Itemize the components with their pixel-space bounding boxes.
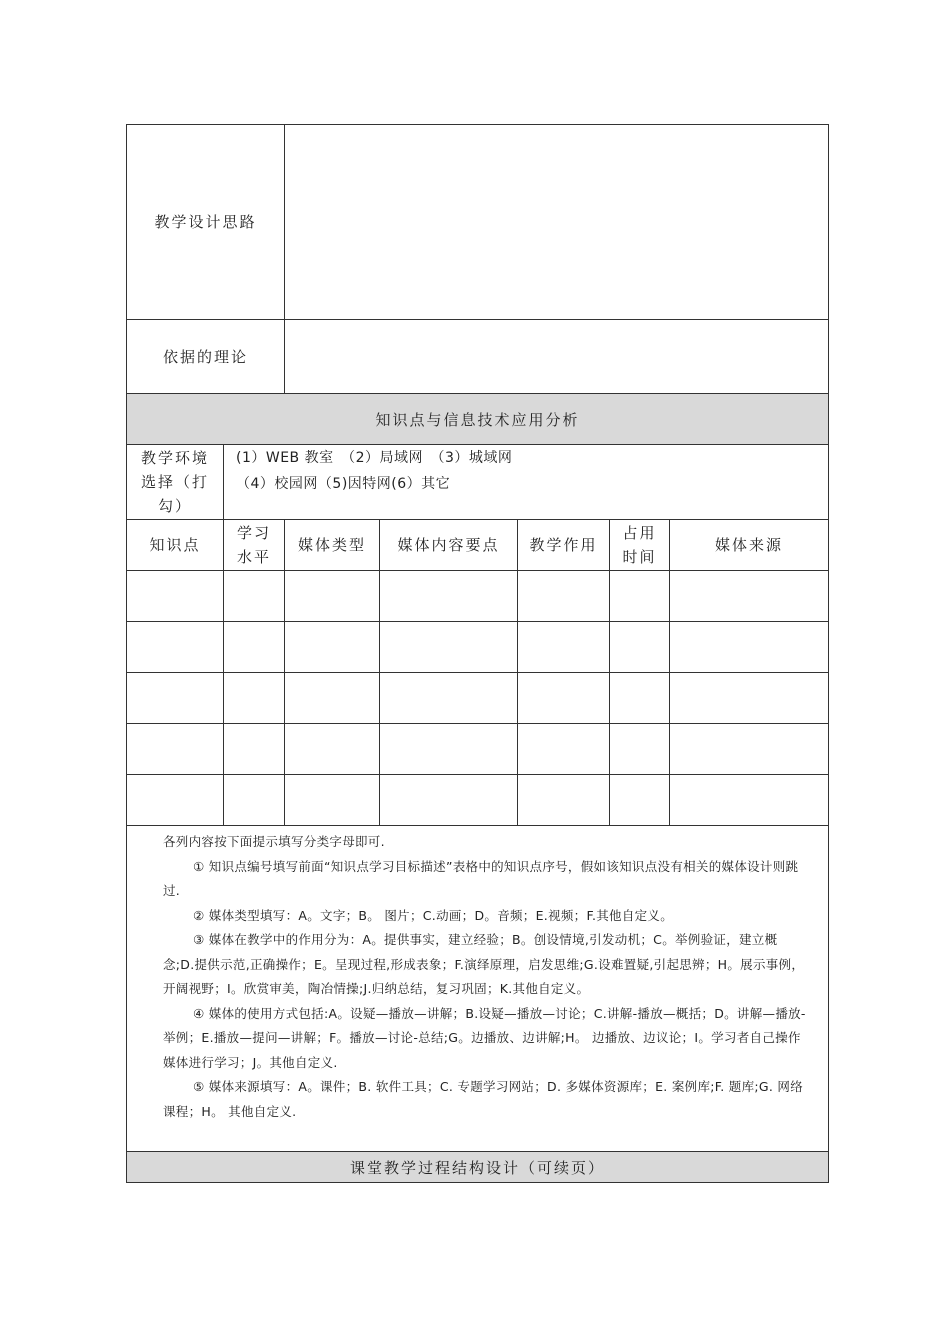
table-cell[interactable]: [127, 724, 223, 774]
table-cell[interactable]: [609, 724, 669, 774]
table-cell[interactable]: [669, 571, 828, 621]
table-cell[interactable]: [284, 724, 379, 774]
environment-label: 教学环境选择（打勾）: [140, 449, 209, 515]
environment-options-line-1: (1）WEB 教室 （2）局域网 （3）城域网: [236, 450, 513, 466]
analysis-section-title: 知识点与信息技术应用分析: [127, 394, 828, 444]
column-header-knowledge-point: 知识点: [149, 536, 201, 554]
table-cell[interactable]: [223, 571, 284, 621]
media-table-header: [127, 519, 828, 570]
note-usage-mode: ④ 媒体的使用方式包括:A。设疑—播放—讲解；B.设疑—播放—讨论；C.讲解-播放—概括；D。讲解—播放-举例；E.播放—提问—讲解；F。播放—讨论-总结;G。边播放、边讲解;H。 边播放、边议论；I。学习者自己操作媒体进行学习；J。其他自定义.: [163, 1005, 806, 1070]
note-media-type: ② 媒体类型填写：A。文字；B。 图片；C.动画；D。音频；E.视频；F.其他自定义。: [193, 907, 674, 923]
table-cell[interactable]: [669, 622, 828, 672]
table-cell[interactable]: [127, 622, 223, 672]
table-cell[interactable]: [127, 775, 223, 825]
table-cell[interactable]: [379, 775, 517, 825]
design-thinking-row: [127, 125, 828, 319]
column-header-media-content: 媒体内容要点: [379, 520, 517, 570]
table-cell[interactable]: [517, 724, 609, 774]
column-header-media-source: 媒体来源: [669, 520, 828, 570]
table-cell[interactable]: [609, 775, 669, 825]
environment-options-line-2: （4）校园网（5)因特网(6）其它: [236, 476, 451, 492]
column-header-time: 占用时间: [609, 520, 669, 570]
structure-section-title: 课堂教学过程结构设计（可续页）: [127, 1152, 828, 1182]
theory-field[interactable]: [284, 320, 828, 393]
notes-row: [127, 825, 828, 1151]
structure-header-row: [127, 1151, 828, 1182]
theory-label: 依据的理论: [162, 347, 248, 366]
column-header-teaching-role: 教学作用: [517, 520, 609, 570]
table-cell[interactable]: [379, 571, 517, 621]
table-cell[interactable]: [284, 622, 379, 672]
table-cell[interactable]: [379, 724, 517, 774]
table-cell[interactable]: [223, 622, 284, 672]
table-row: [127, 723, 828, 774]
table-cell[interactable]: [609, 622, 669, 672]
column-header-learning-level: 学习水平: [223, 520, 284, 570]
notes-intro: 各列内容按下面提示填写分类字母即可.: [163, 834, 385, 849]
table-cell[interactable]: [284, 673, 379, 723]
design-thinking-label: 教学设计思路: [154, 213, 257, 231]
table-cell[interactable]: [379, 673, 517, 723]
lesson-plan-form: [126, 124, 829, 1183]
analysis-header-row: [127, 393, 828, 444]
note-teaching-role: ③ 媒体在教学中的作用分为：A。提供事实，建立经验；B。创设情境,引发动机；C。举例验证，建立概念;D.提供示范,正确操作；E。呈现过程,形成表象；F.演绎原理，启发思维;G.设难置疑,引起思辨；H。展示事例，开阔视野；I。欣赏审美，陶冶情操;J.归纳总结，复习巩固；K.其他自定义。: [163, 932, 805, 996]
table-cell[interactable]: [669, 673, 828, 723]
environment-options[interactable]: [223, 445, 828, 519]
fill-instructions: [127, 826, 828, 1151]
table-cell[interactable]: [517, 622, 609, 672]
environment-row: [127, 444, 828, 519]
table-row: [127, 621, 828, 672]
table-cell[interactable]: [517, 571, 609, 621]
table-row: [127, 672, 828, 723]
table-cell[interactable]: [669, 775, 828, 825]
table-cell[interactable]: [669, 724, 828, 774]
table-cell[interactable]: [127, 571, 223, 621]
note-knowledge-point: ① 知识点编号填写前面“知识点学习目标描述”表格中的知识点序号，假如该知识点没有相关的媒体设计则跳过.: [163, 858, 799, 898]
table-row: [127, 774, 828, 825]
table-cell[interactable]: [284, 775, 379, 825]
table-cell[interactable]: [223, 775, 284, 825]
table-cell[interactable]: [284, 571, 379, 621]
table-cell[interactable]: [517, 673, 609, 723]
table-cell[interactable]: [517, 775, 609, 825]
note-media-source: ⑤ 媒体来源填写：A。课件；B. 软件工具；C. 专题学习网站；D. 多媒体资源库；E. 案例库;F. 题库;G. 网络课程；H。 其他自定义.: [163, 1079, 804, 1119]
table-cell[interactable]: [127, 673, 223, 723]
table-cell[interactable]: [609, 571, 669, 621]
design-thinking-field[interactable]: [284, 125, 828, 319]
theory-row: [127, 319, 828, 393]
column-header-media-type: 媒体类型: [284, 520, 379, 570]
table-cell[interactable]: [223, 673, 284, 723]
table-row: [127, 570, 828, 621]
table-cell[interactable]: [223, 724, 284, 774]
table-cell[interactable]: [609, 673, 669, 723]
table-cell[interactable]: [379, 622, 517, 672]
